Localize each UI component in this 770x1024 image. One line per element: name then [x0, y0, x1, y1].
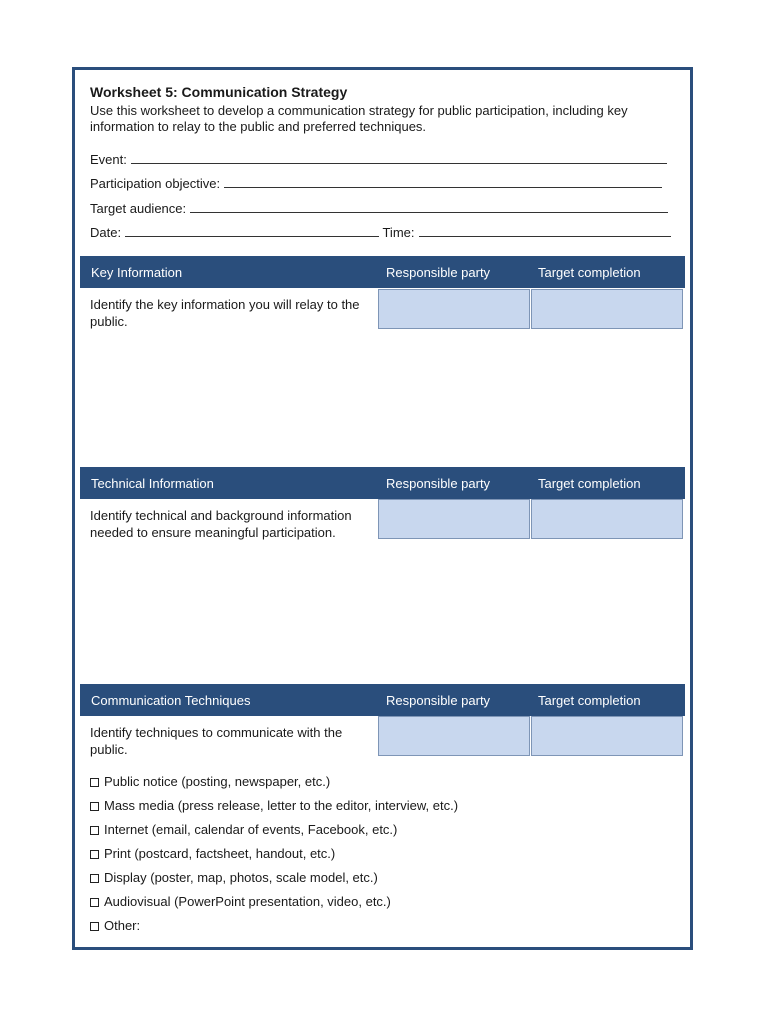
option-other[interactable] [90, 918, 140, 933]
worksheet-intro: Use this worksheet to develop a communication strategy for public participation, including key information to relay to the public and preferred techniques. [90, 103, 628, 134]
key-information-responsible-cell[interactable] [378, 289, 530, 329]
communication-techniques-header [80, 684, 685, 716]
option-print[interactable] [90, 846, 335, 861]
checkbox-icon[interactable] [90, 922, 99, 931]
technical-information-responsible-cell[interactable] [378, 499, 530, 539]
checkbox-icon[interactable] [90, 850, 99, 859]
technical-information-target-header: Target completion [538, 476, 641, 491]
participation-objective-line[interactable] [224, 175, 662, 188]
key-information-header [80, 256, 685, 288]
option-audiovisual[interactable] [90, 894, 391, 909]
time-label: Time: [382, 225, 415, 240]
date-label: Date: [90, 225, 122, 240]
technical-information-heading: Technical Information [91, 476, 214, 491]
event-field[interactable] [90, 151, 667, 167]
option-mass-media[interactable] [90, 798, 458, 813]
time-line[interactable] [419, 224, 671, 237]
technical-information-prompt: Identify technical and background information needed to ensure meaningful participation. [90, 508, 352, 540]
communication-techniques-prompt: Identify techniques to communicate with the public. [90, 725, 343, 757]
checkbox-icon[interactable] [90, 802, 99, 811]
option-display[interactable] [90, 870, 378, 885]
technical-information-target-cell[interactable] [531, 499, 683, 539]
worksheet-title: Worksheet 5: Communication Strategy [90, 84, 348, 100]
checkbox-icon[interactable] [90, 874, 99, 883]
option-label: Other: [104, 918, 141, 933]
participation-objective-label: Participation objective: [90, 176, 221, 191]
key-information-target-cell[interactable] [531, 289, 683, 329]
date-line[interactable] [125, 224, 379, 237]
key-information-responsible-header: Responsible party [386, 265, 491, 280]
communication-techniques-responsible-header: Responsible party [386, 693, 491, 708]
event-line[interactable] [131, 151, 667, 164]
communication-techniques-target-header: Target completion [538, 693, 641, 708]
key-information-heading: Key Information [91, 265, 183, 280]
checkbox-icon[interactable] [90, 778, 99, 787]
option-label: Public notice (posting, newspaper, etc.) [104, 774, 331, 789]
date-time-field[interactable] [90, 224, 671, 240]
option-label: Internet (email, calendar of events, Facebook, etc.) [104, 822, 398, 837]
checkbox-icon[interactable] [90, 898, 99, 907]
target-audience-line[interactable] [190, 200, 668, 213]
key-information-target-header: Target completion [538, 265, 641, 280]
communication-techniques-heading: Communication Techniques [91, 693, 251, 708]
participation-objective-field[interactable] [90, 175, 662, 191]
checkbox-icon[interactable] [90, 826, 99, 835]
option-label: Mass media (press release, letter to the editor, interview, etc.) [104, 798, 459, 813]
target-audience-label: Target audience: [90, 201, 187, 216]
option-label: Print (postcard, factsheet, handout, etc.) [104, 846, 336, 861]
option-internet[interactable] [90, 822, 397, 837]
technical-information-header [80, 467, 685, 499]
key-information-prompt: Identify the key information you will relay to the public. [90, 297, 360, 329]
option-public-notice[interactable] [90, 774, 330, 789]
communication-techniques-target-cell[interactable] [531, 716, 683, 756]
target-audience-field[interactable] [90, 200, 668, 216]
option-label: Display (poster, map, photos, scale model, etc.) [104, 870, 378, 885]
event-label: Event: [90, 152, 127, 167]
technical-information-responsible-header: Responsible party [386, 476, 491, 491]
option-label: Audiovisual (PowerPoint presentation, video, etc.) [104, 894, 391, 909]
communication-techniques-responsible-cell[interactable] [378, 716, 530, 756]
